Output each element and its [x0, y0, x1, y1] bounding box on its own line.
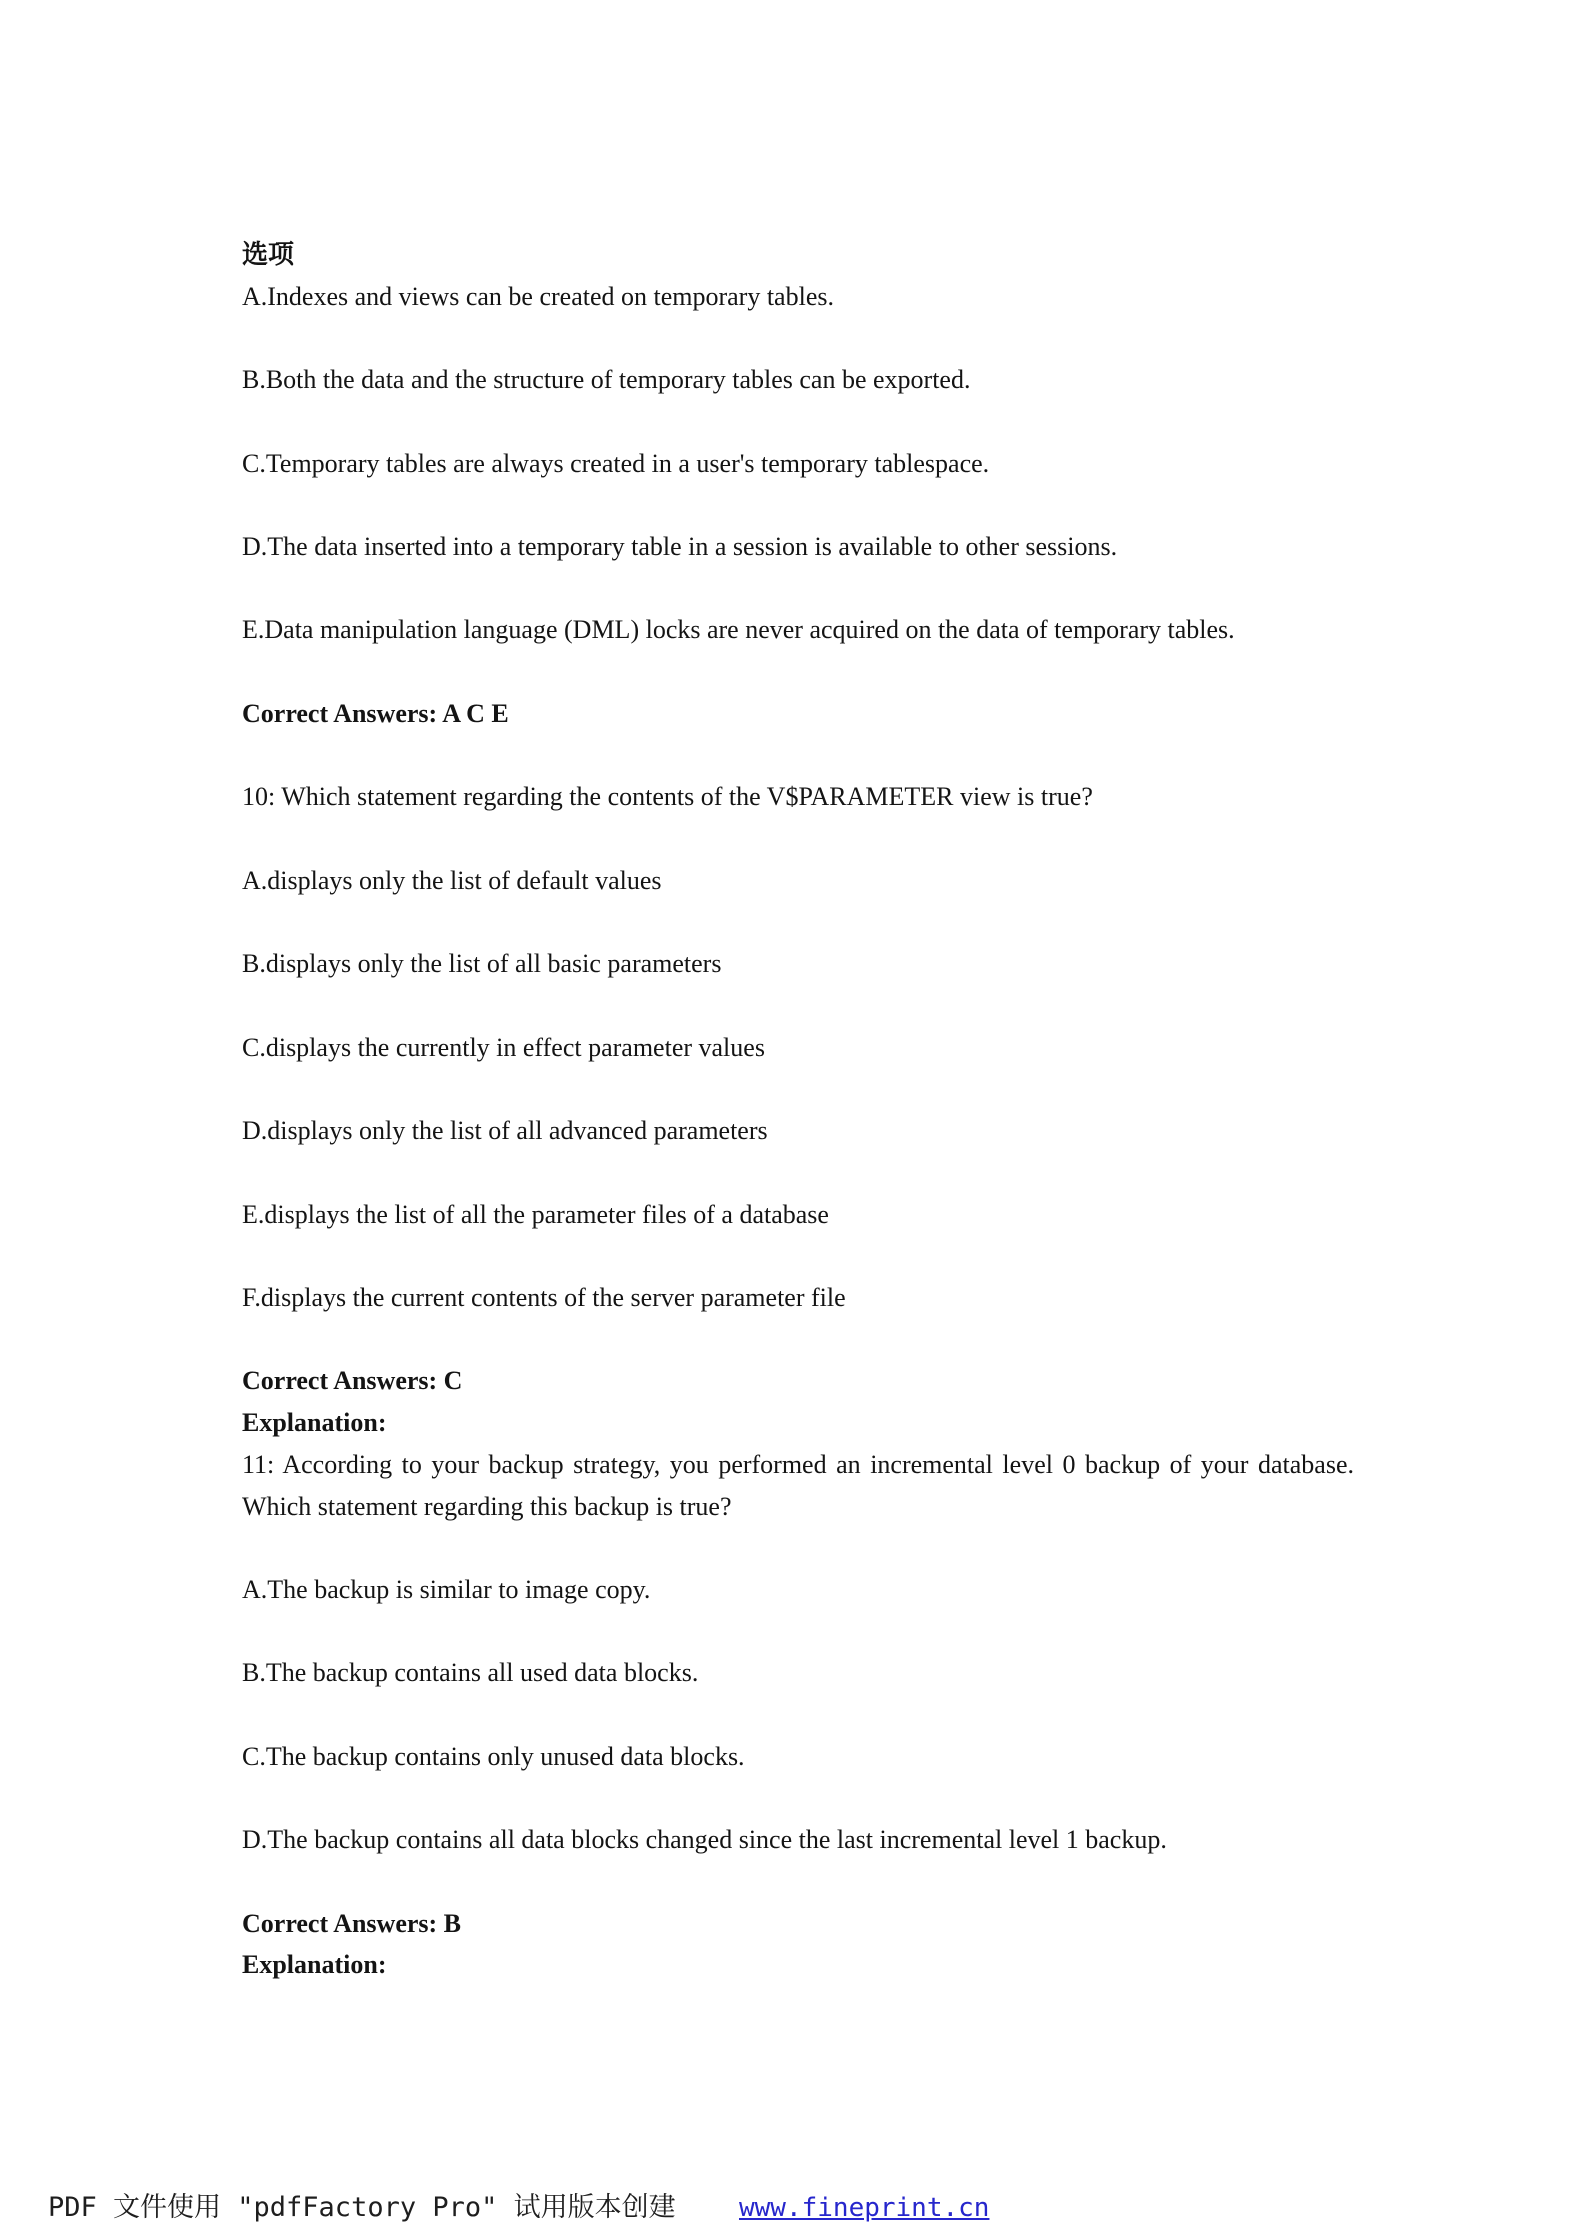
- q11-option-b: B.The backup contains all used data blocks.: [242, 1658, 699, 1688]
- q11-question: 11: According to your backup strategy, you performed an incremental level 0 backup of your database. Which statement regarding this backup is true?: [242, 1449, 1354, 1521]
- q10-option-c: C.displays the currently in effect parameter values: [242, 1032, 765, 1062]
- pdf-footer-text: PDF 文件使用 "pdfFactory Pro" 试用版本创建: [48, 2192, 676, 2223]
- q10-question: 10: Which statement regarding the contents of the V$PARAMETER view is true?: [242, 782, 1093, 812]
- q10-explanation-label: Explanation:: [242, 1408, 387, 1438]
- q10-option-f: F.displays the current contents of the server parameter file: [242, 1282, 846, 1312]
- section-heading: 选项: [242, 240, 295, 269]
- q9-option-c: C.Temporary tables are always created in a user's temporary tablespace.: [242, 448, 990, 478]
- q10-option-a: A.displays only the list of default values: [242, 865, 662, 895]
- q11-option-c: C.The backup contains only unused data blocks.: [242, 1741, 745, 1771]
- q10-option-e: E.displays the list of all the parameter files of a database: [242, 1199, 829, 1229]
- q11-option-a: A.The backup is similar to image copy.: [242, 1575, 651, 1604]
- q11-correct-answers: Correct Answers: B: [242, 1908, 462, 1938]
- q9-option-b: B.Both the data and the structure of temporary tables can be exported.: [242, 365, 971, 395]
- q11-explanation-label: Explanation:: [242, 1950, 387, 1980]
- fineprint-link[interactable]: www.fineprint.cn: [739, 2193, 990, 2223]
- page-content: [242, 234, 1354, 1986]
- q9-option-a: A.Indexes and views can be created on temporary tables.: [242, 281, 834, 311]
- q10-correct-answers: Correct Answers: C: [242, 1366, 463, 1396]
- q10-option-d: D.displays only the list of all advanced parameters: [242, 1116, 768, 1146]
- q9-option-e: E.Data manipulation language (DML) locks are never acquired on the data of temporary tables.: [242, 615, 1235, 645]
- q9-option-d: D.The data inserted into a temporary table in a session is available to other sessions.: [242, 532, 1118, 562]
- q11-option-d: D.The backup contains all data blocks changed since the last incremental level 1 backup.: [242, 1825, 1167, 1855]
- q9-correct-answers: Correct Answers: A C E: [242, 698, 509, 728]
- q10-option-b: B.displays only the list of all basic parameters: [242, 949, 722, 979]
